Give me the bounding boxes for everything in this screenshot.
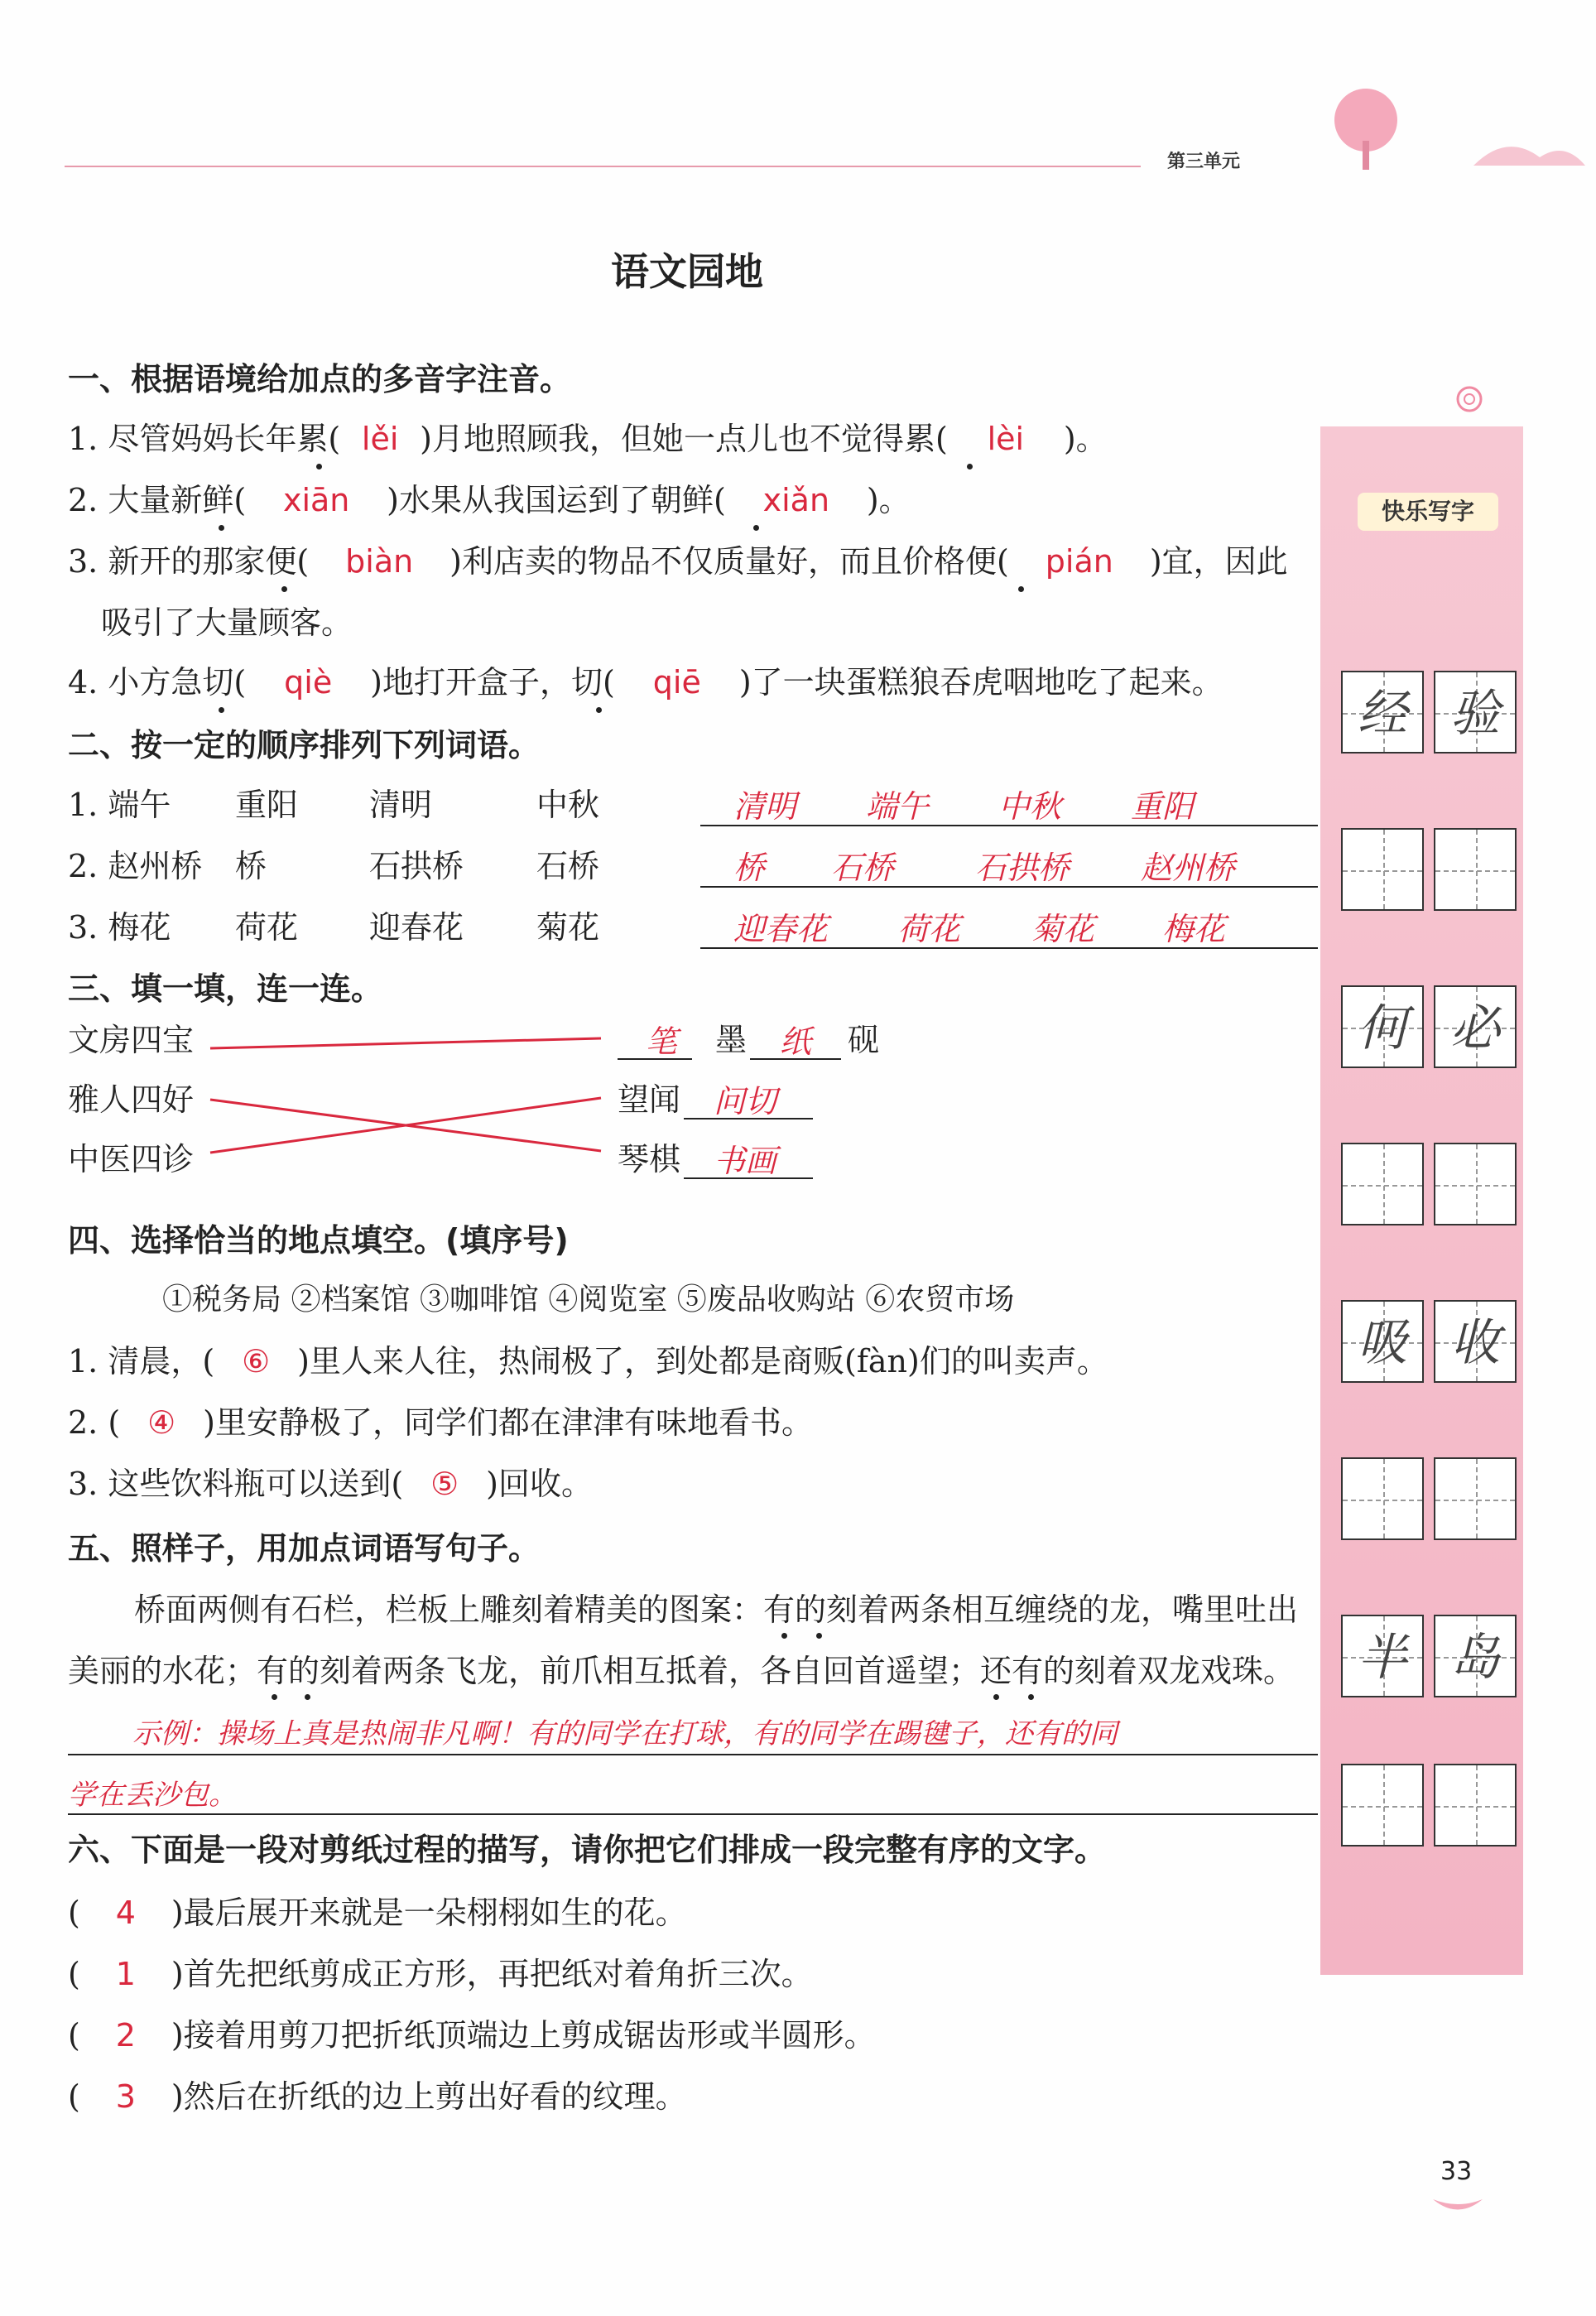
emphasis-dot	[281, 586, 287, 592]
s2-row2-ans2: 石桥	[831, 850, 895, 886]
s4-q2-text-b: )里安静极了，同学们都在津津有味地看书。	[203, 1404, 813, 1441]
emphasis-dot	[316, 464, 322, 469]
s6-row2: ( 1 )首先把纸剪成正方形，再把纸对着角折三次。	[68, 1956, 813, 1992]
practice-cell: 半	[1341, 1615, 1424, 1697]
s2-row1-ans3: 中秋	[998, 788, 1062, 825]
s6-row4: ( 3 )然后在折纸的边上剪出好看的纹理。	[68, 2078, 687, 2115]
s1-q3	[68, 542, 1288, 581]
s1-q2-answer2: xiǎn	[762, 482, 830, 518]
s2-row3-word1: 3. 梅花	[68, 909, 171, 946]
s6-row4-text: )然后在折纸的边上剪出好看的纹理。	[171, 2078, 687, 2115]
s6-row4-answer: 3	[115, 2078, 136, 2115]
sun-icon	[1440, 373, 1498, 422]
s2-row3-word3: 迎春花	[369, 909, 464, 946]
s4-q1-text-a: 1. 清晨，(	[68, 1343, 215, 1379]
s2-row2-ans4: 赵州桥	[1141, 850, 1236, 886]
s1-q3-text-c: )宜，因此	[1149, 543, 1288, 580]
s1-q4	[68, 662, 1223, 702]
emphasis-dot	[1028, 1694, 1034, 1700]
emphasis-dot	[967, 464, 973, 469]
s2-row2-ans3: 石拱桥	[975, 850, 1070, 886]
matching-lines	[207, 1027, 613, 1168]
s2-row3-word2: 荷花	[235, 909, 299, 946]
practice-cell[interactable]	[1434, 1143, 1517, 1225]
s5-answer-rule2	[68, 1813, 1318, 1815]
page-title: 语文园地	[611, 249, 763, 294]
s1-q4-answer2: qiē	[652, 664, 701, 701]
s4-q3-text-b: )回收。	[486, 1466, 593, 1502]
s6-row2-text: )首先把纸剪成正方形，再把纸对着角折三次。	[171, 1956, 813, 1992]
emphasis-dot	[993, 1694, 999, 1700]
emphasis-dot	[753, 525, 759, 531]
s6-row3-answer: 2	[115, 2017, 136, 2054]
s5-answer-line1: 示例：操场上真是热闹非凡啊！有的同学在打球，有的同学在踢毽子，还有的同	[132, 1717, 1118, 1750]
s1-q3-answer2: pián	[1045, 543, 1113, 580]
practice-cell: 吸	[1341, 1300, 1424, 1383]
s1-q4-text-b: )地打开盒子，切(	[370, 664, 615, 701]
s6-row2-answer: 1	[115, 1956, 136, 1992]
s5-passage-line2: 美丽的水花；有的刻着两条飞龙，前爪相互抵着，各自回首遥望；还有的刻着双龙戏珠。	[68, 1653, 1296, 1689]
practice-cell: 验	[1434, 671, 1517, 754]
s1-q1-text-c: )。	[1063, 421, 1108, 457]
practice-cell[interactable]	[1434, 1764, 1517, 1847]
practice-cell: 何	[1341, 985, 1424, 1068]
s4-q2	[68, 1403, 813, 1442]
emphasis-dot	[781, 1633, 787, 1639]
s1-q1-answer2: lèi	[987, 421, 1025, 457]
emphasis-dot	[1018, 586, 1024, 592]
s6-row1: ( 4 )最后展开来就是一朵栩栩如生的花。	[68, 1895, 687, 1931]
s1-q2	[68, 480, 911, 520]
s3-r1-ans2: 纸	[780, 1023, 812, 1060]
emphasis-dot	[272, 1694, 277, 1700]
s2-row1-ans1: 清明	[733, 788, 797, 825]
s6-row3-text: )接着用剪刀把折纸顶端边上剪成锯齿形或半圆形。	[171, 2017, 876, 2054]
s3-left-1: 文房四宝	[68, 1022, 195, 1058]
s2-row2-ans1: 桥	[733, 850, 766, 886]
practice-cell[interactable]	[1341, 828, 1424, 911]
s4-q3-text-a: 3. 这些饮料瓶可以送到(	[68, 1466, 404, 1502]
s2-row3-ans3: 菊花	[1031, 911, 1095, 947]
s1-q4-text-c: )了一块蛋糕狼吞虎咽地吃了起来。	[738, 664, 1223, 701]
s1-q1-text-a: 1. 尽管妈妈长年累(	[68, 421, 341, 457]
s1-q1	[68, 419, 1108, 459]
emphasis-dot	[305, 1694, 310, 1700]
tree-decoration-icon	[1324, 83, 1589, 174]
section6-heading: 六、下面是一段对剪纸过程的描写，请你把它们排成一段完整有序的文字。	[68, 1832, 1107, 1868]
s5-answer-line2: 学在丢沙包。	[68, 1779, 237, 1812]
practice-cell: 收	[1434, 1300, 1517, 1383]
s6-row1-answer: 4	[115, 1895, 136, 1931]
practice-cell[interactable]	[1341, 1143, 1424, 1225]
panel-title: 快乐写字	[1358, 493, 1498, 531]
s4-q3	[68, 1464, 593, 1504]
section3-heading: 三、填一填，连一连。	[68, 970, 383, 1007]
emphasis-dot	[816, 1633, 822, 1639]
s2-row2-word2: 桥	[235, 848, 267, 884]
s1-q4-answer1: qiè	[284, 664, 333, 701]
s1-q3-answer1: biàn	[345, 543, 414, 580]
header-rule	[65, 166, 1141, 167]
s1-q1-text-b: )月地照顾我，但她一点儿也不觉得累(	[420, 421, 948, 457]
emphasis-dot	[219, 707, 224, 713]
practice-cell: 经	[1341, 671, 1424, 754]
s1-q3-text-b: )利店卖的物品不仅质量好，而且价格便(	[449, 543, 1009, 580]
s4-q3-answer: ⑤	[430, 1466, 459, 1502]
s2-row2-word3: 石拱桥	[369, 848, 464, 884]
flower-decoration-icon	[1429, 2191, 1487, 2216]
s4-q1-text-b: )里人来人往，热闹极了，到处都是商贩(fàn)们的叫卖声。	[297, 1343, 1108, 1379]
s5-answer-rule1	[68, 1754, 1318, 1755]
s1-q3-continuation: 吸引了大量顾客。	[101, 604, 353, 641]
s3-r1-mid: 墨	[715, 1022, 748, 1058]
s2-row3-ans4: 梅花	[1162, 911, 1226, 947]
s3-r1-ans1: 笔	[646, 1023, 678, 1060]
practice-cell[interactable]	[1434, 1457, 1517, 1540]
s1-q1-answer1: lěi	[361, 421, 399, 457]
s3-r3-pre: 琴棋	[618, 1141, 681, 1177]
s2-row3-ans1: 迎春花	[733, 911, 829, 947]
s1-q2-text-a: 2. 大量新鲜(	[68, 482, 247, 518]
s2-row1-ans4: 重阳	[1131, 788, 1195, 825]
practice-cell[interactable]	[1434, 828, 1517, 911]
s1-q2-text-b: )水果从我国运到了朝鲜(	[387, 482, 726, 518]
section1-heading: 一、根据语境给加点的多音字注音。	[68, 361, 572, 397]
s3-left-2: 雅人四好	[68, 1081, 195, 1118]
s2-row1-word4: 中秋	[536, 787, 600, 823]
practice-cell[interactable]	[1341, 1764, 1424, 1847]
s3-left-3: 中医四诊	[68, 1141, 195, 1177]
s3-r3-ans: 书画	[714, 1143, 777, 1179]
s2-row3-ans2: 荷花	[897, 911, 961, 947]
s1-q2-answer1: xiān	[282, 482, 350, 518]
s5-passage-line1: 桥面两侧有石栏，栏板上雕刻着精美的图案：有的刻着两条相互缠绕的龙，嘴里吐出	[134, 1591, 1299, 1628]
section4-heading: 四、选择恰当的地点填空。(填序号)	[68, 1222, 569, 1259]
s2-row1-word2: 重阳	[235, 787, 299, 823]
s6-row1-text: )最后展开来就是一朵栩栩如生的花。	[171, 1895, 687, 1931]
s2-row1-word3: 清明	[369, 787, 433, 823]
s3-r1-end: 砚	[848, 1022, 880, 1058]
s4-q1	[68, 1341, 1108, 1381]
s6-row3: ( 2 )接着用剪刀把折纸顶端边上剪成锯齿形或半圆形。	[68, 2017, 876, 2054]
s2-row2-word4: 石桥	[536, 848, 600, 884]
s3-r2-ans: 问切	[714, 1083, 777, 1119]
emphasis-dot	[596, 707, 602, 713]
s3-r2-pre: 望闻	[618, 1081, 681, 1118]
s2-row1-word1: 1. 端午	[68, 787, 171, 823]
s2-row2-word1: 2. 赵州桥	[68, 848, 203, 884]
practice-cell: 岛	[1434, 1615, 1517, 1697]
practice-cell[interactable]	[1341, 1457, 1424, 1540]
s4-options: ①税务局 ②档案馆 ③咖啡馆 ④阅览室 ⑤废品收购站 ⑥农贸市场	[162, 1283, 1015, 1317]
emphasis-dot	[219, 525, 224, 531]
s4-q1-answer: ⑥	[242, 1343, 271, 1379]
s2-row1-ans2: 端午	[866, 788, 930, 825]
section2-heading: 二、按一定的顺序排列下列词语。	[68, 727, 541, 763]
s1-q2-text-c: )。	[866, 482, 911, 518]
practice-cell: 必	[1434, 985, 1517, 1068]
s2-row3-word4: 菊花	[536, 909, 600, 946]
section5-heading: 五、照样子，用加点词语写句子。	[68, 1530, 541, 1567]
s4-q2-text-a: 2. (	[68, 1404, 121, 1441]
s4-q2-answer: ④	[147, 1404, 176, 1441]
page-number: 33	[1440, 2157, 1473, 2186]
s1-q4-text-a: 4. 小方急切(	[68, 664, 247, 701]
unit-label: 第三单元	[1167, 152, 1241, 172]
s1-q3-text-a: 3. 新开的那家便(	[68, 543, 310, 580]
